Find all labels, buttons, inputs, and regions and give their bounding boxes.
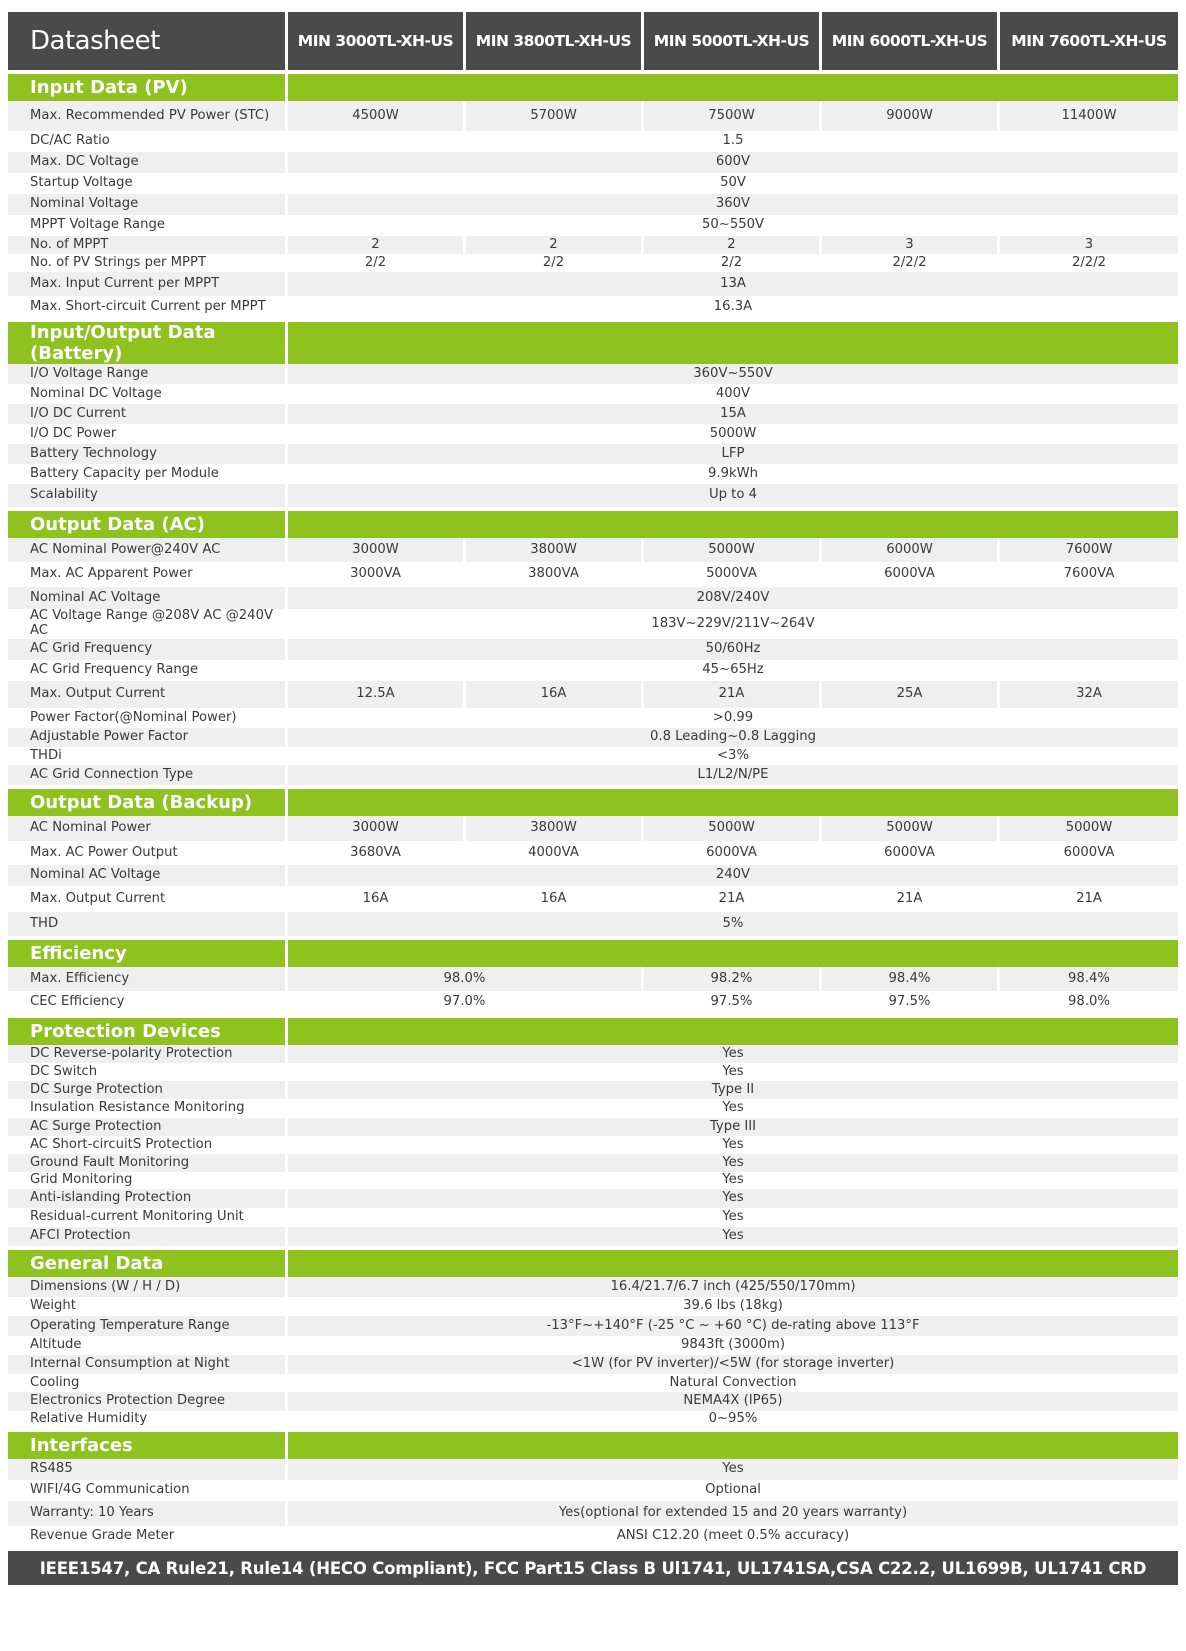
spec-value: 5% — [288, 912, 1178, 936]
spec-value: 6000VA — [1000, 841, 1178, 865]
spec-value: 3 — [1000, 236, 1178, 254]
spec-row — [8, 1208, 1178, 1227]
spec-value: -13°F~+140°F (-25 °C ~ +60 °C) de-rating above 113°F — [288, 1316, 1178, 1336]
spec-row — [8, 272, 1178, 296]
spec-value: Yes — [288, 1227, 1178, 1246]
certifications: IEEE1547, CA Rule21, Rule14 (HECO Compliant), FCC Part15 Class B Ul1741, UL1741SA,CSA C22.2, UL1699B, UL1741 CRD — [8, 1551, 1178, 1585]
spec-row — [8, 1136, 1178, 1154]
spec-value: 50V — [288, 173, 1178, 194]
spec-value: 3800W — [466, 538, 644, 562]
section-header — [8, 1018, 1178, 1045]
section-fill — [288, 322, 1178, 364]
section-header — [8, 74, 1178, 101]
spec-row — [8, 484, 1178, 507]
section-title: General Data — [8, 1250, 288, 1277]
spec-label: DC Switch — [8, 1063, 288, 1081]
spec-label: Altitude — [8, 1336, 288, 1355]
spec-row — [8, 1045, 1178, 1063]
model-header: MIN 3800TL-XH-US — [466, 12, 644, 70]
spec-value: 32A — [1000, 681, 1178, 708]
spec-value: Yes — [288, 1459, 1178, 1480]
spec-value: 21A — [822, 886, 1000, 912]
spec-row — [8, 1297, 1178, 1316]
spec-value: 240V — [288, 865, 1178, 886]
model-header: MIN 3000TL-XH-US — [288, 12, 466, 70]
spec-row — [8, 1336, 1178, 1355]
spec-row — [8, 1526, 1178, 1547]
spec-row — [8, 967, 1178, 991]
section-header — [8, 1432, 1178, 1459]
spec-row — [8, 660, 1178, 681]
spec-row — [8, 816, 1178, 841]
spec-value: 1.5 — [288, 131, 1178, 152]
spec-row — [8, 131, 1178, 152]
spec-value: 2/2 — [288, 254, 466, 272]
model-header: MIN 5000TL-XH-US — [644, 12, 822, 70]
section-fill — [288, 74, 1178, 101]
spec-label: No. of PV Strings per MPPT — [8, 254, 288, 272]
spec-row — [8, 384, 1178, 404]
spec-row — [8, 991, 1178, 1014]
spec-value: 208V/240V — [288, 587, 1178, 609]
spec-value: 7600W — [1000, 538, 1178, 562]
spec-value: 50~550V — [288, 215, 1178, 236]
spec-value: 16A — [466, 886, 644, 912]
spec-label: Warranty: 10 Years — [8, 1501, 288, 1526]
spec-row — [8, 747, 1178, 765]
spec-value: 3800W — [466, 816, 644, 841]
spec-row — [8, 1154, 1178, 1172]
section-title: Protection Devices — [8, 1018, 288, 1045]
spec-row — [8, 1316, 1178, 1336]
header-row — [8, 12, 1178, 70]
spec-value: <1W (for PV inverter)/<5W (for storage inverter) — [288, 1355, 1178, 1374]
section-title: Output Data (Backup) — [8, 789, 288, 816]
spec-value: 5000W — [822, 816, 1000, 841]
spec-row — [8, 173, 1178, 194]
spec-value: 97.5% — [822, 991, 1000, 1014]
spec-value: >0.99 — [288, 708, 1178, 728]
spec-value: 5000VA — [644, 562, 822, 587]
spec-row — [8, 1355, 1178, 1374]
spec-label: I/O DC Current — [8, 404, 288, 424]
spec-value: Type II — [288, 1081, 1178, 1099]
spec-row — [8, 404, 1178, 424]
spec-label: Max. Output Current — [8, 886, 288, 912]
datasheet — [8, 12, 1178, 1585]
spec-value: 183V~229V/211V~264V — [288, 609, 1178, 639]
spec-value: 5000W — [644, 538, 822, 562]
spec-row — [8, 562, 1178, 587]
spec-value: 600V — [288, 152, 1178, 173]
spec-value: 98.4% — [822, 967, 1000, 991]
spec-value: 12.5A — [288, 681, 466, 708]
spec-value: 2 — [466, 236, 644, 254]
spec-row — [8, 1172, 1178, 1189]
spec-value: 97.0% — [288, 991, 644, 1014]
spec-value: <3% — [288, 747, 1178, 765]
spec-label: Nominal Voltage — [8, 194, 288, 215]
spec-label: AC Grid Connection Type — [8, 765, 288, 785]
spec-value: LFP — [288, 444, 1178, 464]
spec-label: AC Grid Frequency — [8, 639, 288, 660]
spec-value: 16.3A — [288, 296, 1178, 318]
spec-value: 4000VA — [466, 841, 644, 865]
spec-value: 2 — [644, 236, 822, 254]
spec-label: Startup Voltage — [8, 173, 288, 194]
spec-label: Grid Monitoring — [8, 1172, 288, 1189]
spec-value: 0.8 Leading~0.8 Lagging — [288, 728, 1178, 747]
spec-label: Scalability — [8, 484, 288, 507]
section-header — [8, 511, 1178, 538]
spec-label: Weight — [8, 1297, 288, 1316]
spec-value: 98.4% — [1000, 967, 1178, 991]
spec-label: Operating Temperature Range — [8, 1316, 288, 1336]
spec-row — [8, 765, 1178, 785]
spec-value: Yes — [288, 1045, 1178, 1063]
spec-value: Optional — [288, 1480, 1178, 1501]
model-header: MIN 6000TL-XH-US — [822, 12, 1000, 70]
spec-value: 16A — [288, 886, 466, 912]
spec-label: AC Nominal Power — [8, 816, 288, 841]
spec-row — [8, 424, 1178, 444]
spec-value: 3 — [822, 236, 1000, 254]
spec-row — [8, 1063, 1178, 1081]
spec-value: 15A — [288, 404, 1178, 424]
spec-value: 5000W — [1000, 816, 1178, 841]
spec-label: Max. Input Current per MPPT — [8, 272, 288, 296]
spec-row — [8, 1374, 1178, 1392]
section-fill — [288, 940, 1178, 967]
spec-row — [8, 194, 1178, 215]
spec-row — [8, 886, 1178, 912]
spec-row — [8, 538, 1178, 562]
spec-label: DC Surge Protection — [8, 1081, 288, 1099]
spec-row — [8, 1189, 1178, 1208]
spec-value: 2/2/2 — [1000, 254, 1178, 272]
spec-value: L1/L2/N/PE — [288, 765, 1178, 785]
section-fill — [288, 511, 1178, 538]
spec-row — [8, 865, 1178, 886]
spec-value: 2/2/2 — [822, 254, 1000, 272]
section-header — [8, 789, 1178, 816]
spec-row — [8, 464, 1178, 484]
spec-value: 9843ft (3000m) — [288, 1336, 1178, 1355]
spec-table — [8, 12, 1178, 1585]
spec-value: 3680VA — [288, 841, 466, 865]
spec-label: AC Grid Frequency Range — [8, 660, 288, 681]
section-title: Efficiency — [8, 940, 288, 967]
spec-label: Power Factor(@Nominal Power) — [8, 708, 288, 728]
datasheet-title: Datasheet — [8, 12, 288, 70]
spec-value: Yes — [288, 1172, 1178, 1189]
spec-row — [8, 152, 1178, 173]
spec-value: 25A — [822, 681, 1000, 708]
spec-value: 7500W — [644, 101, 822, 131]
spec-row — [8, 1277, 1178, 1297]
spec-label: Max. Short-circuit Current per MPPT — [8, 296, 288, 318]
spec-row — [8, 254, 1178, 272]
spec-value: 3000W — [288, 538, 466, 562]
spec-label: AC Short-circuitS Protection — [8, 1136, 288, 1154]
section-title: Input/Output Data (Battery) — [8, 322, 288, 364]
spec-row — [8, 841, 1178, 865]
spec-value: 5700W — [466, 101, 644, 131]
spec-value: ANSI C12.20 (meet 0.5% accuracy) — [288, 1526, 1178, 1547]
spec-label: MPPT Voltage Range — [8, 215, 288, 236]
spec-label: Revenue Grade Meter — [8, 1526, 288, 1547]
spec-value: 9000W — [822, 101, 1000, 131]
spec-label: Insulation Resistance Monitoring — [8, 1099, 288, 1118]
spec-label: DC Reverse-polarity Protection — [8, 1045, 288, 1063]
spec-label: Max. AC Power Output — [8, 841, 288, 865]
spec-value: Yes — [288, 1189, 1178, 1208]
spec-label: Electronics Protection Degree — [8, 1392, 288, 1411]
spec-label: AFCI Protection — [8, 1227, 288, 1246]
spec-label: I/O Voltage Range — [8, 364, 288, 384]
spec-value: 360V — [288, 194, 1178, 215]
spec-label: WIFI/4G Communication — [8, 1480, 288, 1501]
section-fill — [288, 789, 1178, 816]
spec-body — [8, 70, 1178, 1547]
spec-row — [8, 296, 1178, 318]
spec-label: Residual-current Monitoring Unit — [8, 1208, 288, 1227]
spec-value: Yes — [288, 1154, 1178, 1172]
spec-row — [8, 364, 1178, 384]
spec-label: THD — [8, 912, 288, 936]
spec-row — [8, 1081, 1178, 1099]
spec-row — [8, 912, 1178, 936]
spec-label: Anti-islanding Protection — [8, 1189, 288, 1208]
spec-label: RS485 — [8, 1459, 288, 1480]
spec-value: 50/60Hz — [288, 639, 1178, 660]
spec-label: Cooling — [8, 1374, 288, 1392]
spec-row — [8, 236, 1178, 254]
spec-row — [8, 1392, 1178, 1411]
spec-label: Max. Output Current — [8, 681, 288, 708]
spec-value: 16.4/21.7/6.7 inch (425/550/170mm) — [288, 1277, 1178, 1297]
spec-label: Ground Fault Monitoring — [8, 1154, 288, 1172]
spec-value: 97.5% — [644, 991, 822, 1014]
spec-value: Yes — [288, 1099, 1178, 1118]
spec-value: Natural Convection — [288, 1374, 1178, 1392]
spec-label: Max. Efficiency — [8, 967, 288, 991]
spec-row — [8, 708, 1178, 728]
spec-row — [8, 1118, 1178, 1136]
spec-value: 2/2 — [644, 254, 822, 272]
spec-value: 360V~550V — [288, 364, 1178, 384]
spec-label: Max. DC Voltage — [8, 152, 288, 173]
spec-row — [8, 101, 1178, 131]
spec-value: 3000W — [288, 816, 466, 841]
spec-row — [8, 1411, 1178, 1428]
spec-row — [8, 1480, 1178, 1501]
spec-label: Relative Humidity — [8, 1411, 288, 1428]
spec-value: 400V — [288, 384, 1178, 404]
spec-value: 2/2 — [466, 254, 644, 272]
spec-value: Yes — [288, 1063, 1178, 1081]
spec-value: 6000VA — [822, 562, 1000, 587]
spec-value: 6000VA — [822, 841, 1000, 865]
spec-value: 0~95% — [288, 1411, 1178, 1428]
spec-row — [8, 681, 1178, 708]
spec-value: 9.9kWh — [288, 464, 1178, 484]
spec-row — [8, 1227, 1178, 1246]
spec-value: Up to 4 — [288, 484, 1178, 507]
spec-value: 13A — [288, 272, 1178, 296]
spec-row — [8, 1459, 1178, 1480]
spec-label: AC Voltage Range @208V AC @240V AC — [8, 609, 288, 639]
spec-value: 45~65Hz — [288, 660, 1178, 681]
spec-row — [8, 639, 1178, 660]
spec-label: Max. Recommended PV Power (STC) — [8, 101, 288, 131]
spec-value: 21A — [644, 681, 822, 708]
spec-value: 7600VA — [1000, 562, 1178, 587]
spec-label: No. of MPPT — [8, 236, 288, 254]
spec-value: 11400W — [1000, 101, 1178, 131]
spec-row — [8, 609, 1178, 639]
spec-label: AC Surge Protection — [8, 1118, 288, 1136]
spec-value: 21A — [1000, 886, 1178, 912]
spec-label: Nominal DC Voltage — [8, 384, 288, 404]
spec-row — [8, 444, 1178, 464]
spec-value: 5000W — [644, 816, 822, 841]
spec-value: 98.0% — [1000, 991, 1178, 1014]
spec-label: Internal Consumption at Night — [8, 1355, 288, 1374]
section-header — [8, 1250, 1178, 1277]
spec-value: 2 — [288, 236, 466, 254]
spec-value: 3800VA — [466, 562, 644, 587]
spec-value: Yes(optional for extended 15 and 20 years warranty) — [288, 1501, 1178, 1526]
spec-value: Yes — [288, 1208, 1178, 1227]
spec-label: I/O DC Power — [8, 424, 288, 444]
spec-label: Nominal AC Voltage — [8, 865, 288, 886]
spec-value: 98.0% — [288, 967, 644, 991]
model-header: MIN 7600TL-XH-US — [1000, 12, 1178, 70]
spec-row — [8, 587, 1178, 609]
spec-value: Yes — [288, 1136, 1178, 1154]
spec-value: 6000VA — [644, 841, 822, 865]
spec-value: 4500W — [288, 101, 466, 131]
spec-value: 16A — [466, 681, 644, 708]
spec-row — [8, 215, 1178, 236]
spec-label: CEC Efficiency — [8, 991, 288, 1014]
section-fill — [288, 1250, 1178, 1277]
spec-label: AC Nominal Power@240V AC — [8, 538, 288, 562]
spec-value: 98.2% — [644, 967, 822, 991]
section-title: Interfaces — [8, 1432, 288, 1459]
spec-value: 6000W — [822, 538, 1000, 562]
spec-value: 5000W — [288, 424, 1178, 444]
spec-value: 3000VA — [288, 562, 466, 587]
section-fill — [288, 1432, 1178, 1459]
spec-row — [8, 728, 1178, 747]
spec-label: Battery Technology — [8, 444, 288, 464]
section-fill — [288, 1018, 1178, 1045]
spec-value: 21A — [644, 886, 822, 912]
section-title: Input Data (PV) — [8, 74, 288, 101]
spec-value: 39.6 lbs (18kg) — [288, 1297, 1178, 1316]
spec-label: Battery Capacity per Module — [8, 464, 288, 484]
spec-row — [8, 1501, 1178, 1526]
spec-label: Adjustable Power Factor — [8, 728, 288, 747]
spec-label: THDi — [8, 747, 288, 765]
spec-label: Max. AC Apparent Power — [8, 562, 288, 587]
section-header — [8, 322, 1178, 364]
section-header — [8, 940, 1178, 967]
spec-value: NEMA4X (IP65) — [288, 1392, 1178, 1411]
spec-label: Dimensions (W / H / D) — [8, 1277, 288, 1297]
section-title: Output Data (AC) — [8, 511, 288, 538]
spec-label: DC/AC Ratio — [8, 131, 288, 152]
spec-row — [8, 1099, 1178, 1118]
certifications-row — [8, 1551, 1178, 1585]
spec-value: Type III — [288, 1118, 1178, 1136]
spec-label: Nominal AC Voltage — [8, 587, 288, 609]
